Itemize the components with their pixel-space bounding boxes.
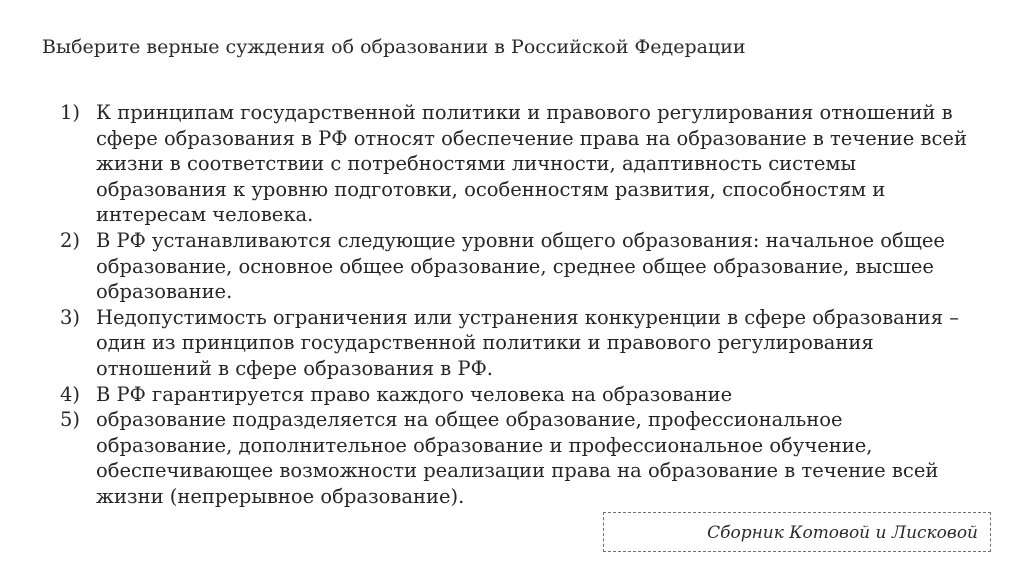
statements-list	[60, 100, 990, 510]
statement-text: образование подразделяется на общее образование, профессиональное образование, дополнительное образование и профессиональное обучение, обеспечивающее возможности реализации права на образование в течение всей жизни (непрерывное образование).	[96, 408, 939, 508]
source-box	[603, 512, 991, 552]
statement-number: 1)	[60, 101, 81, 124]
statement-number: 3)	[60, 305, 81, 329]
statement-item-1	[60, 100, 990, 228]
statement-number: 2)	[60, 228, 81, 252]
statement-text: Недопустимость ограничения или устранения конкуренции в сфере образования – один из принципов государственной политики и правового регулирования отношений в сфере образования в РФ.	[96, 305, 960, 380]
slide-title: Выберите верные суждения об образовании в Российской Федерации	[42, 36, 746, 58]
statement-text: В РФ устанавливаются следующие уровни общего образования: начальное общее образование, основное общее образование, среднее общее образование, высшее образование.	[96, 228, 945, 304]
statement-text: В РФ гарантируется право каждого человека на образование	[96, 382, 733, 406]
statement-item-3	[60, 305, 990, 382]
statement-number: 4)	[60, 382, 81, 406]
source-label: Сборник Котовой и Лисковой	[707, 523, 978, 543]
statement-item-4	[60, 382, 990, 408]
statement-text: К принципам государственной политики и правового регулирования отношений в сфере образования в РФ относят обеспечение права на образование в течение всей жизни в соответствии с потребностями личности, адаптивность системы образования к уровню подготовки, особенностям развития, способностям и интересам человека.	[96, 101, 967, 227]
statement-item-2	[60, 228, 990, 305]
statement-item-5	[60, 407, 990, 509]
statement-number: 5)	[60, 408, 81, 432]
